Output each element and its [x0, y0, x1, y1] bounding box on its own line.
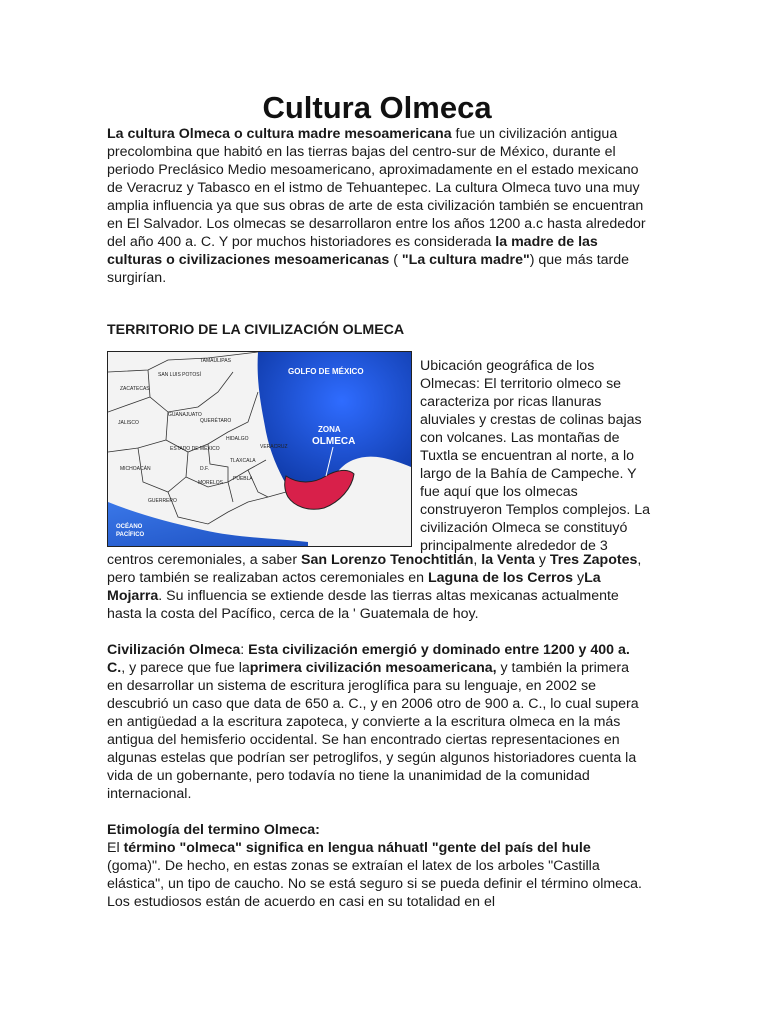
etymology-heading: Etimología del termino Olmeca: — [107, 822, 320, 838]
territory-side-text: Ubicación geográfica de los Olmecas: El territorio olmeco se caracteriza por ricas llanuras aluviales y crestas de colinas bajas con volcanes. Las montañas de Tuxtla se encuentran al norte, a lo largo de la Bahía de Campeche. Y fue aquí que los olmecas construyeron Templos complejos. La civilización Olmeca se constituyó principalmente alrededor de 3 — [420, 358, 651, 554]
document-page — [107, 88, 651, 911]
territory-heading: TERRITORIO DE LA CIVILIZACIÓN OLMECA — [107, 322, 405, 338]
intro-bold-2: la madre de las culturas o civilizaciones mesoamericanas — [107, 234, 598, 268]
svg-text:ESTADO DE MÉXICO: ESTADO DE MÉXICO — [170, 446, 220, 452]
intro-bold-3: "La cultura madre" — [401, 252, 530, 268]
etymology-paragraph: El término "olmeca" significa en lengua náhuatl "gente del país del hule (goma)". De hecho, en estas zonas se extraían el latex de los arboles "Castilla elástica", un tipo de caucho. No se está seguro si se pueda definir el término olmeca. Los estudiosos están de acuerdo en casi en su totalidad en el — [107, 840, 643, 910]
svg-text:PUEBLA: PUEBLA — [233, 476, 253, 482]
svg-text:ZONA: ZONA — [318, 425, 341, 434]
svg-text:JALISCO: JALISCO — [118, 420, 139, 426]
page-title: Cultura Olmeca — [262, 90, 492, 125]
svg-text:PACÍFICO: PACÍFICO — [116, 532, 145, 538]
gulf-label: GOLFO DE MÉXICO — [288, 367, 364, 376]
svg-text:ZACATECAS: ZACATECAS — [120, 386, 150, 392]
etymology-section — [107, 821, 647, 911]
territory-continuation: centros ceremoniales, a saber San Lorenzo Tenochtitlán, la Venta y Tres Zapotes, pero también se realizaban actos ceremoniales en Laguna de los Cerros yLa Mojarra. Su influencia se extiende desde las tierras altas mexicanas actualmente hasta la costa del Pacífico, cerca de la ' Guatemala de hoy. — [107, 552, 642, 622]
territory-block — [107, 351, 651, 554]
intro-paragraph — [107, 125, 647, 287]
svg-text:GUERRERO: GUERRERO — [148, 498, 177, 504]
intro-bold-1: La cultura Olmeca o cultura madre mesoamericana — [107, 126, 452, 142]
civilization-paragraph: Civilización Olmeca: Esta civilización emergió y dominado entre 1200 y 400 a. C., y parece que fue laprimera civilización mesoamericana, y también la primera en desarrollar un sistema de escritura jeroglífica para su lenguaje, en 2002 se descubrió un caso que data de 650 a. C., y en 2006 otro de 900 a. C., lo cual supera en antigüedad a la escritura zapoteca, y convierte a la escritura olmeca en la más antigua del hemisferio occidental. Se han encontrado ciertas representaciones en algunas estelas que podrían ser petroglifos, y según algunos historiadores cuenta la vida de un gobernante, pero todavía no tiene la unanimidad de la comunidad internacional. — [107, 642, 639, 802]
intro-text-1: fue un civilización antigua precolombina que habitó en las tierras bajas del centro-sur de México, durante el periodo Preclásico Medio mesoamericano, aproximadamente en el estado mexicano de Veracruz y Tabasco en el istmo de Tehuantepec. La cultura Olmeca tuvo una muy amplia influencia ya que sus obras de arte de esta civilización también se encuentran en El Salvador. Los olmecas se desarrollaron entre los años 1200 a.c hasta alrededor del año 400 a. C. Y por muchos historiadores es considerada — [107, 126, 646, 250]
svg-text:OCÉANO: OCÉANO — [116, 524, 143, 530]
svg-text:MORELOS: MORELOS — [198, 480, 224, 486]
olmec-map-image — [107, 351, 412, 547]
intro-text-3: ) que más tarde surgirían. — [107, 252, 630, 286]
svg-text:SAN LUIS POTOSÍ: SAN LUIS POTOSÍ — [158, 372, 201, 378]
svg-text:QUERÉTARO: QUERÉTARO — [200, 418, 232, 424]
svg-text:TAMAULIPAS: TAMAULIPAS — [200, 358, 231, 364]
intro-text-2: ( — [389, 252, 402, 268]
svg-text:VERACRUZ: VERACRUZ — [260, 444, 288, 450]
svg-text:TLAXCALA: TLAXCALA — [230, 458, 256, 464]
svg-text:MICHOACÁN: MICHOACÁN — [120, 466, 151, 472]
svg-text:HIDALGO: HIDALGO — [226, 436, 249, 442]
svg-text:D.F.: D.F. — [200, 466, 209, 472]
svg-text:OLMECA: OLMECA — [312, 436, 356, 447]
svg-text:GUANAJUATO: GUANAJUATO — [168, 412, 202, 418]
